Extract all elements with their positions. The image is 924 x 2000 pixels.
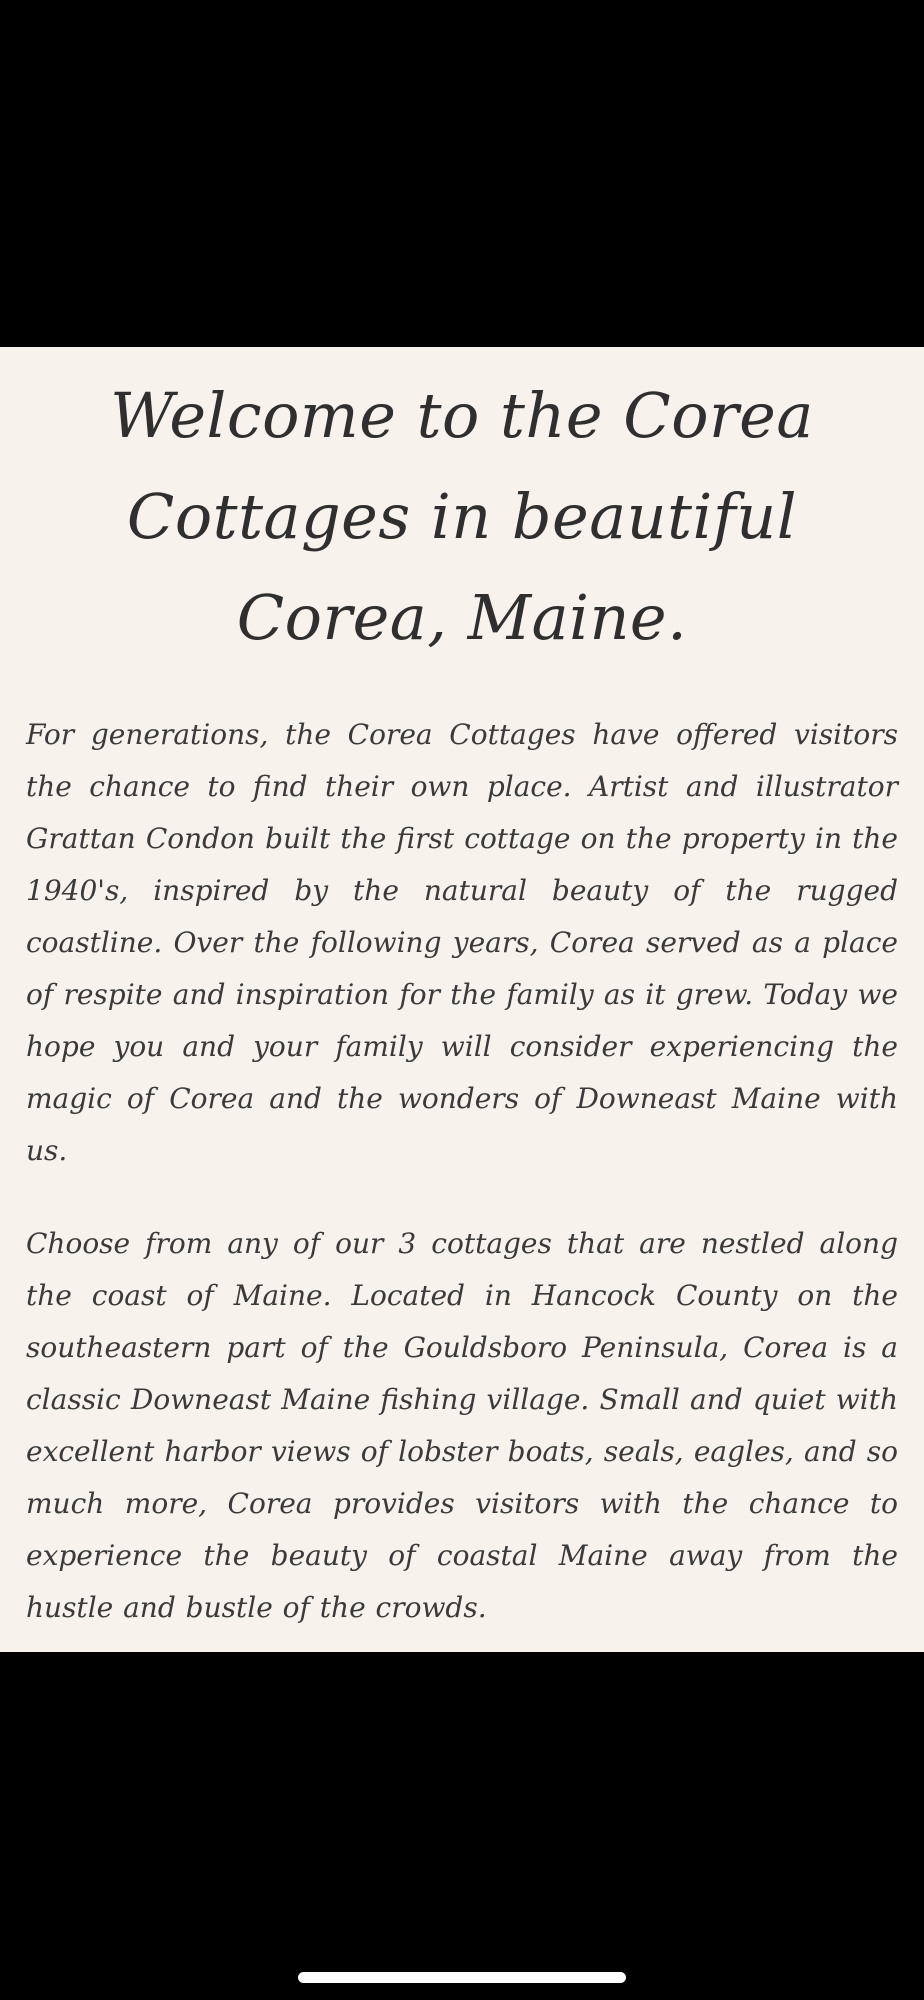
top-letterbox bbox=[0, 0, 924, 347]
page-title: Welcome to the Corea Cottages in beautiful Corea, Maine. bbox=[110, 379, 814, 654]
cottages-paragraph: Choose from any of our 3 cottages that are nestled along the coast of Maine. Located in Hancock County on the southeastern part of the Gouldsboro Peninsula, Corea is a classic Downeast Maine fishing village. Small and quiet with excellent harbor views of lobster boats, seals, eagles, and so much more, Corea provides visitors with the chance to experience the beauty of coastal Maine away from the hustle and bustle of the crowds. bbox=[26, 1227, 898, 1624]
history-paragraph: For generations, the Corea Cottages have offered visitors the chance to find their own place. Artist and illustrator Grattan Condon built the first cottage on the property in the 1940's, inspired by the natural beauty of the rugged coastline. Over the following years, Corea served as a place of respite and inspiration for the family as it grew. Today we hope you and your family will consider experiencing the magic of Corea and the wonders of Downeast Maine with us. bbox=[26, 718, 898, 1167]
bottom-letterbox bbox=[0, 1652, 924, 2000]
home-indicator[interactable] bbox=[298, 1972, 626, 1983]
welcome-section bbox=[0, 347, 924, 1652]
